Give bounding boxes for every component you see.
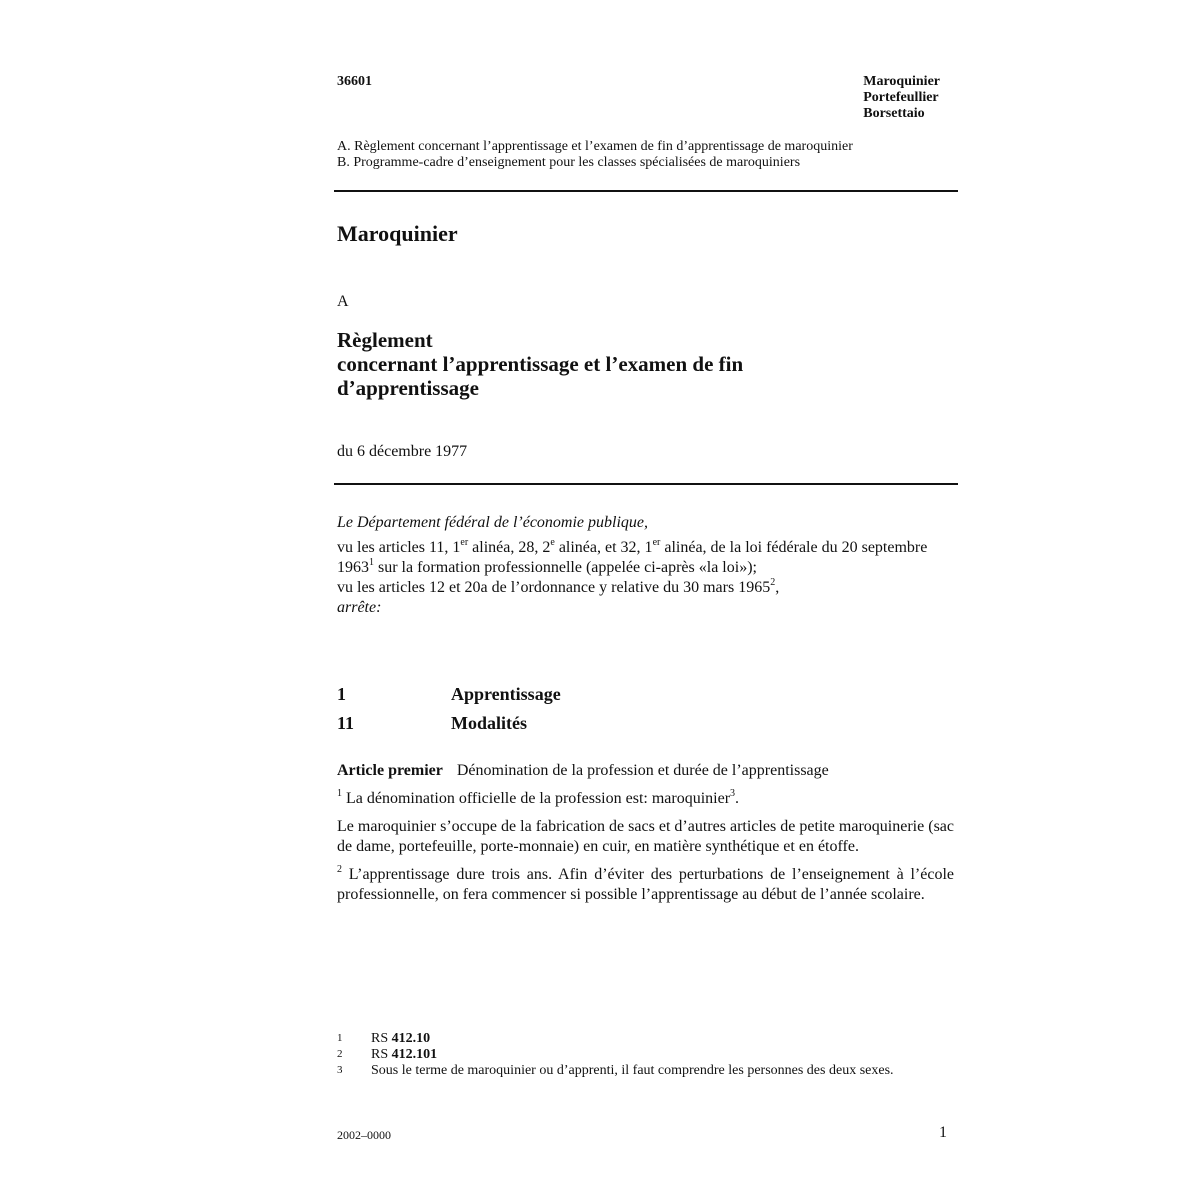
regulation-date: du 6 décembre 1977: [337, 443, 468, 460]
profession-name-fr-alt: Portefeullier: [863, 90, 939, 105]
section-title: Apprentissage: [451, 684, 561, 704]
footer-code: 2002–0000: [337, 1128, 391, 1142]
document-page: [337, 0, 957, 1200]
divider-top: [334, 190, 958, 192]
profession-name-it: Borsettaio: [863, 106, 925, 121]
subsection-title: Modalités: [451, 713, 527, 733]
profession-name-fr: Maroquinier: [863, 74, 940, 89]
decree-word: arrête:: [337, 599, 382, 616]
footnote-ref: 2: [770, 576, 776, 588]
footnote-ref: 3: [730, 787, 736, 799]
table-of-contents: [337, 139, 853, 171]
profession-names: [863, 74, 940, 122]
toc-item-b: B. Programme-cadre d’enseignement pour les classes spécialisées de maroquiniers: [337, 155, 801, 170]
regulation-title-line: Règlement: [337, 328, 433, 352]
preamble-considerant-1: vu les articles 11, 1er alinéa, 28, 2e alinéa, et 32, 1er alinéa, de la loi fédérale du 20 septembre 1963$^1$ sur la formation professionnelle (appelée ci-après «la loi»);: [337, 536, 928, 576]
footnote-ref: 1: [369, 556, 374, 568]
article-body: [337, 761, 954, 913]
toc-item-a: A. Règlement concernant l’apprentissage et l’examen de fin d’apprentissage de maroquinier: [337, 139, 853, 154]
divider-middle: [334, 483, 958, 485]
article-paragraph-1b: Le maroquinier s’occupe de la fabrication de sacs et d’autres articles de petite maroquinerie (sac de dame, portefeuille, porte-monnaie) en cuir, en matière synthétique et en étoffe.: [337, 818, 954, 855]
part-letter: A: [337, 293, 349, 310]
regulation-title-line: concernant l’apprentissage et l’examen de fin: [337, 352, 744, 376]
issuing-authority: Le Département fédéral de l’économie publique,: [337, 514, 649, 531]
footnote: 1 RS 412.10: [337, 1031, 431, 1046]
page-number: 1: [939, 1124, 947, 1141]
article-subject: Dénomination de la profession et durée de l’apprentissage: [456, 762, 829, 779]
preamble-considerant-2: vu les articles 12 et 20a de l’ordonnance y relative du 30 mars 1965$^2$,: [337, 576, 780, 596]
article-label: Article premier: [337, 762, 443, 779]
footnotes: [337, 1031, 937, 1079]
regulation-title: [337, 328, 743, 400]
page-title: Maroquinier: [337, 221, 458, 246]
document-code: 36601: [337, 74, 372, 89]
section-number: 1: [337, 684, 346, 704]
article-heading: [337, 761, 954, 781]
footnote: 2 RS 412.101: [337, 1047, 438, 1062]
footnote: 3 Sous le terme de maroquinier ou d’apprenti, il faut comprendre les personnes des deux sexes.: [337, 1063, 894, 1078]
regulation-title-line: d’apprentissage: [337, 376, 479, 400]
preamble: [337, 513, 957, 618]
article-paragraph-1: $^1$ La dénomination officielle de la profession est: maroquinier$^3$.: [337, 787, 740, 807]
article-paragraph-2: $^2$ L’apprentissage dure trois ans. Afin d’éviter des perturbations de l’enseignement à l’école professionnelle, on fera commencer si possible l’apprentissage au début de l’année scolaire.: [337, 863, 954, 903]
subsection-number: 11: [337, 713, 355, 733]
